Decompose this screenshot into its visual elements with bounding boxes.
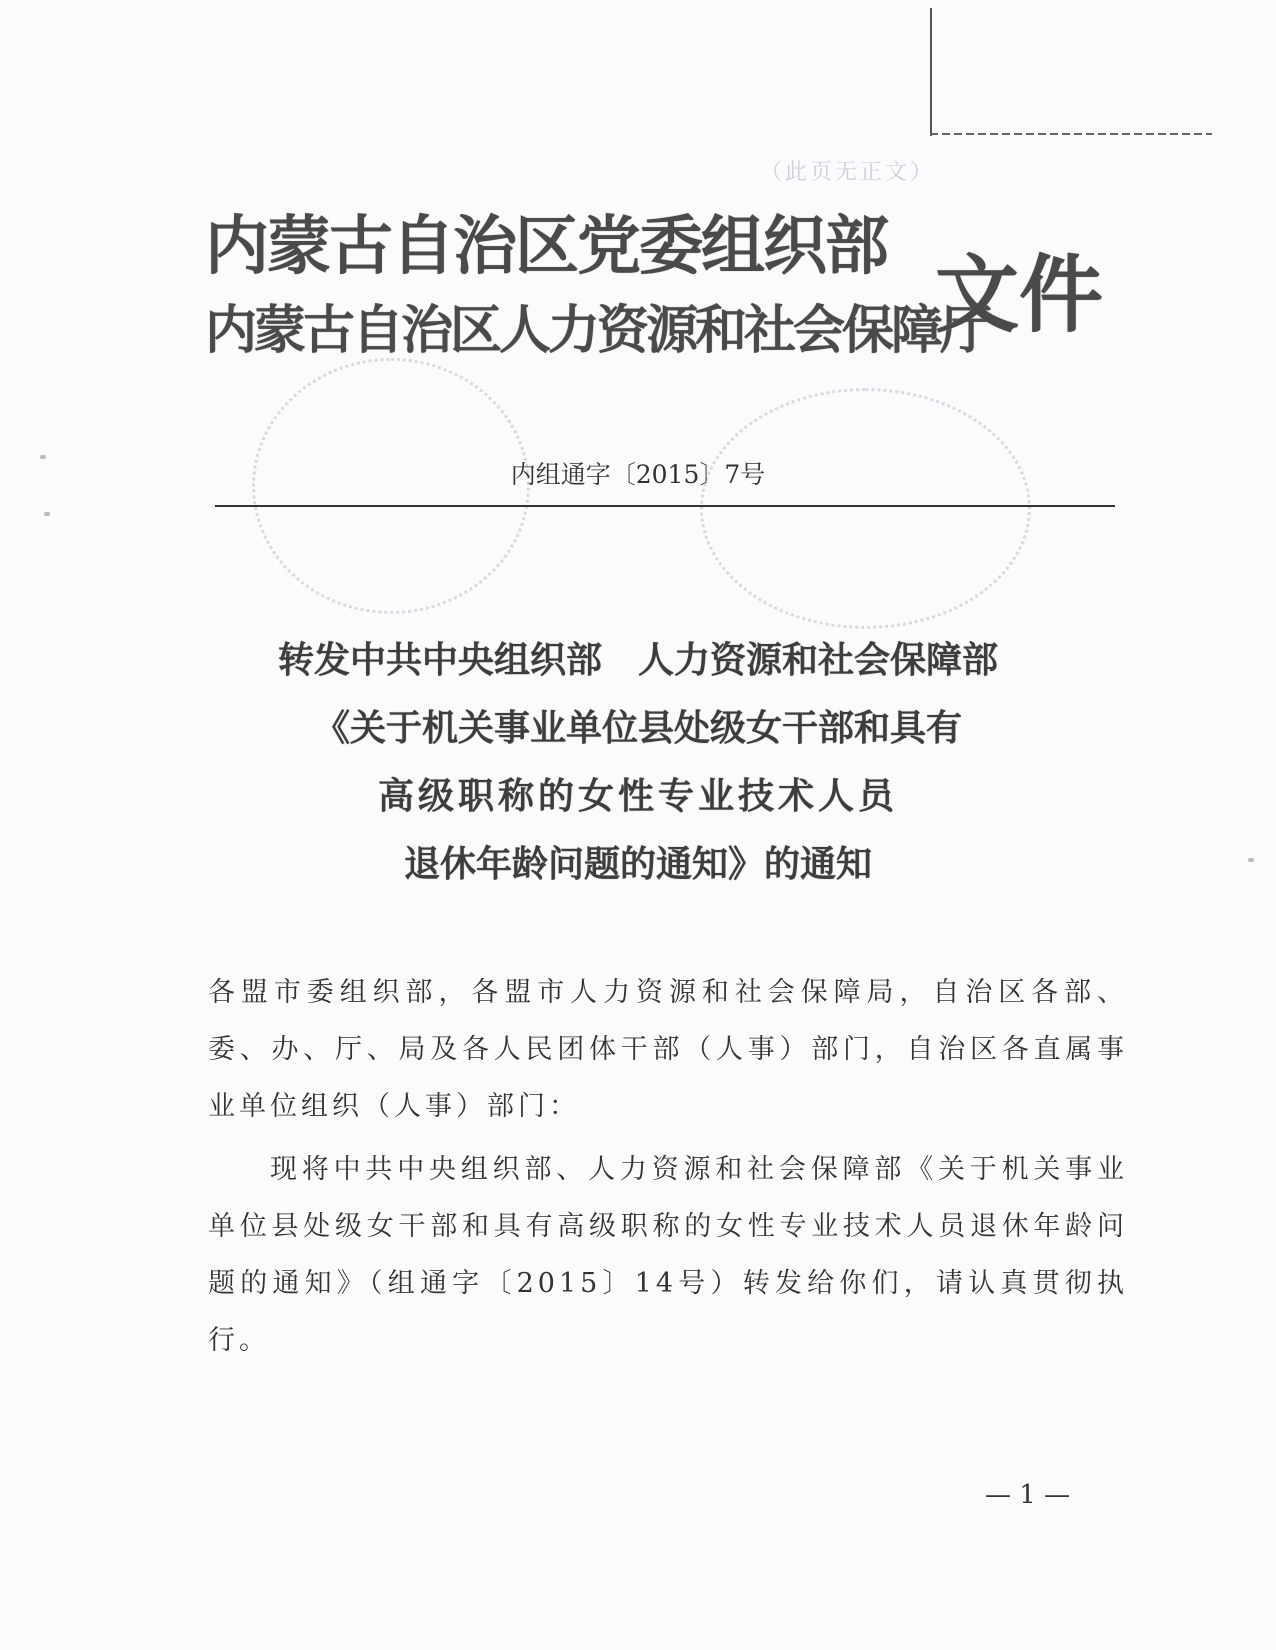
page-number: — 1 — [985, 1480, 1071, 1510]
title-line-3: 高级职称的女性专业技术人员 [377, 775, 898, 817]
red-header-rule [215, 505, 1115, 507]
corner-bracket-vertical [930, 8, 932, 136]
corner-bracket-horizontal [930, 133, 1212, 135]
title-line-4: 退休年龄问题的通知》的通知 [403, 843, 872, 885]
issuer-line-2: 内蒙古自治区人力资源和社会保障厅 [205, 300, 990, 361]
salutation-paragraph: 各盟市委组织部，各盟市人力资源和社会保障局，自治区各部、委、办、厅、局及各人民团体干部（人事）部门，自治区各直属事业单位组织（人事）部门： [208, 977, 1128, 1122]
scan-speck [40, 455, 46, 459]
scan-speck [44, 512, 50, 516]
title-line-1: 转发中共中央组织部 人力资源和社会保障部 [277, 639, 998, 681]
document-type: 文件 [935, 245, 1104, 344]
title-line-2: 《关于机关事业单位县处级女干部和具有 [313, 707, 962, 749]
scan-speck [1248, 858, 1254, 862]
issuer-line-1: 内蒙古自治区党委组织部 [205, 209, 887, 284]
seal-stamp-right [700, 388, 1031, 629]
faint-header-note: （此页无正文） [760, 160, 936, 185]
document-number: 内组通字〔2015〕7号 [510, 460, 766, 489]
body-paragraph: 现将中共中央组织部、人力资源和社会保障部《关于机关事业单位县处级女干部和具有高级职称的女性专业技术人员退休年龄问题的通知》（组通字〔2015〕14号）转发给你们，请认真贯彻执行。 [208, 1154, 1128, 1356]
